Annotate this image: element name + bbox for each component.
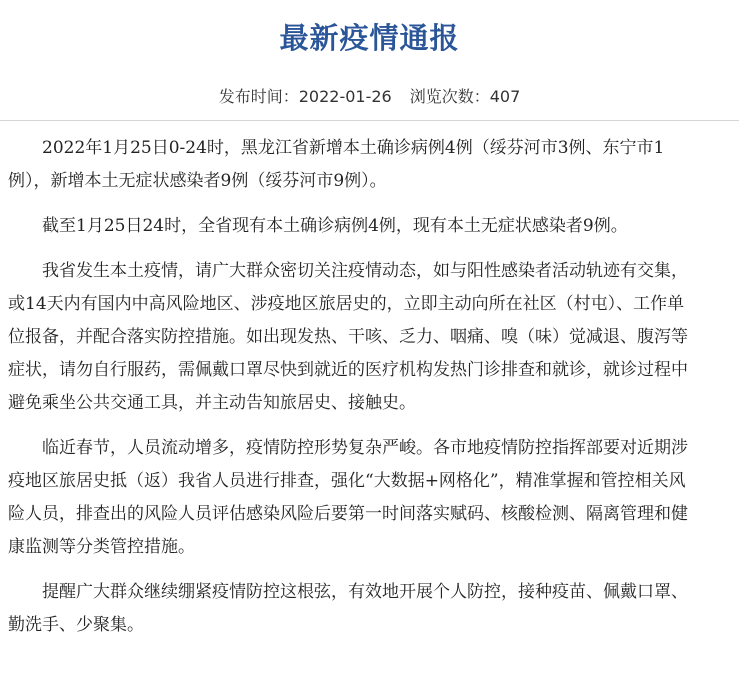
article-meta [0, 84, 739, 110]
header-divider [0, 120, 739, 121]
paragraph-current-totals: 截至1月25日24时，全省现有本土确诊病例4例，现有本土无症状感染者9例。 [42, 216, 628, 236]
article-title: 最新疫情通报 [279, 21, 460, 55]
paragraph-public-guidance: 我省发生本土疫情，请广大群众密切关注疫情动态，如与阳性感染者活动轨迹有交集，或14天内有国内中高风险地区、涉疫地区旅居史的，立即主动向所在社区（村屯）、工作单位报备，并配合落实防控措施。如出现发热、干咳、乏力、咽痛、嗅（味）觉减退、腹泻等症状，请勿自行服药，需佩戴口罩尽快到就近的医疗机构发热门诊排查和就诊，就诊过程中避免乘坐公共交通工具，并主动告知旅居史、接触史。 [8, 261, 688, 413]
article-body [8, 132, 698, 654]
view-count-label: 浏览次数： [409, 87, 490, 106]
paragraph-case-report: 2022年1月25日0-24时，黑龙江省新增本土确诊病例4例（绥芬河市3例、东宁市1例），新增本土无症状感染者9例（绥芬河市9例）。 [8, 138, 665, 191]
article-header [0, 0, 739, 120]
view-count: 407 [489, 87, 521, 106]
publish-time-label: 发布时间： [218, 87, 299, 106]
paragraph-spring-festival-measures: 临近春节，人员流动增多，疫情防控形势复杂严峻。各市地疫情防控指挥部要对近期涉疫地区旅居史抵（返）我省人员进行排查，强化“大数据+网格化”，精准掌握和管控相关风险人员，排查出的风险人员评估感染风险后要第一时间落实赋码、核酸检测、隔离管理和健康监测等分类管控措施。 [8, 438, 688, 557]
publish-date: 2022-01-26 [298, 87, 392, 106]
paragraph-reminder: 提醒广大群众继续绷紧疫情防控这根弦，有效地开展个人防控，接种疫苗、佩戴口罩、勤洗手、少聚集。 [8, 582, 688, 635]
